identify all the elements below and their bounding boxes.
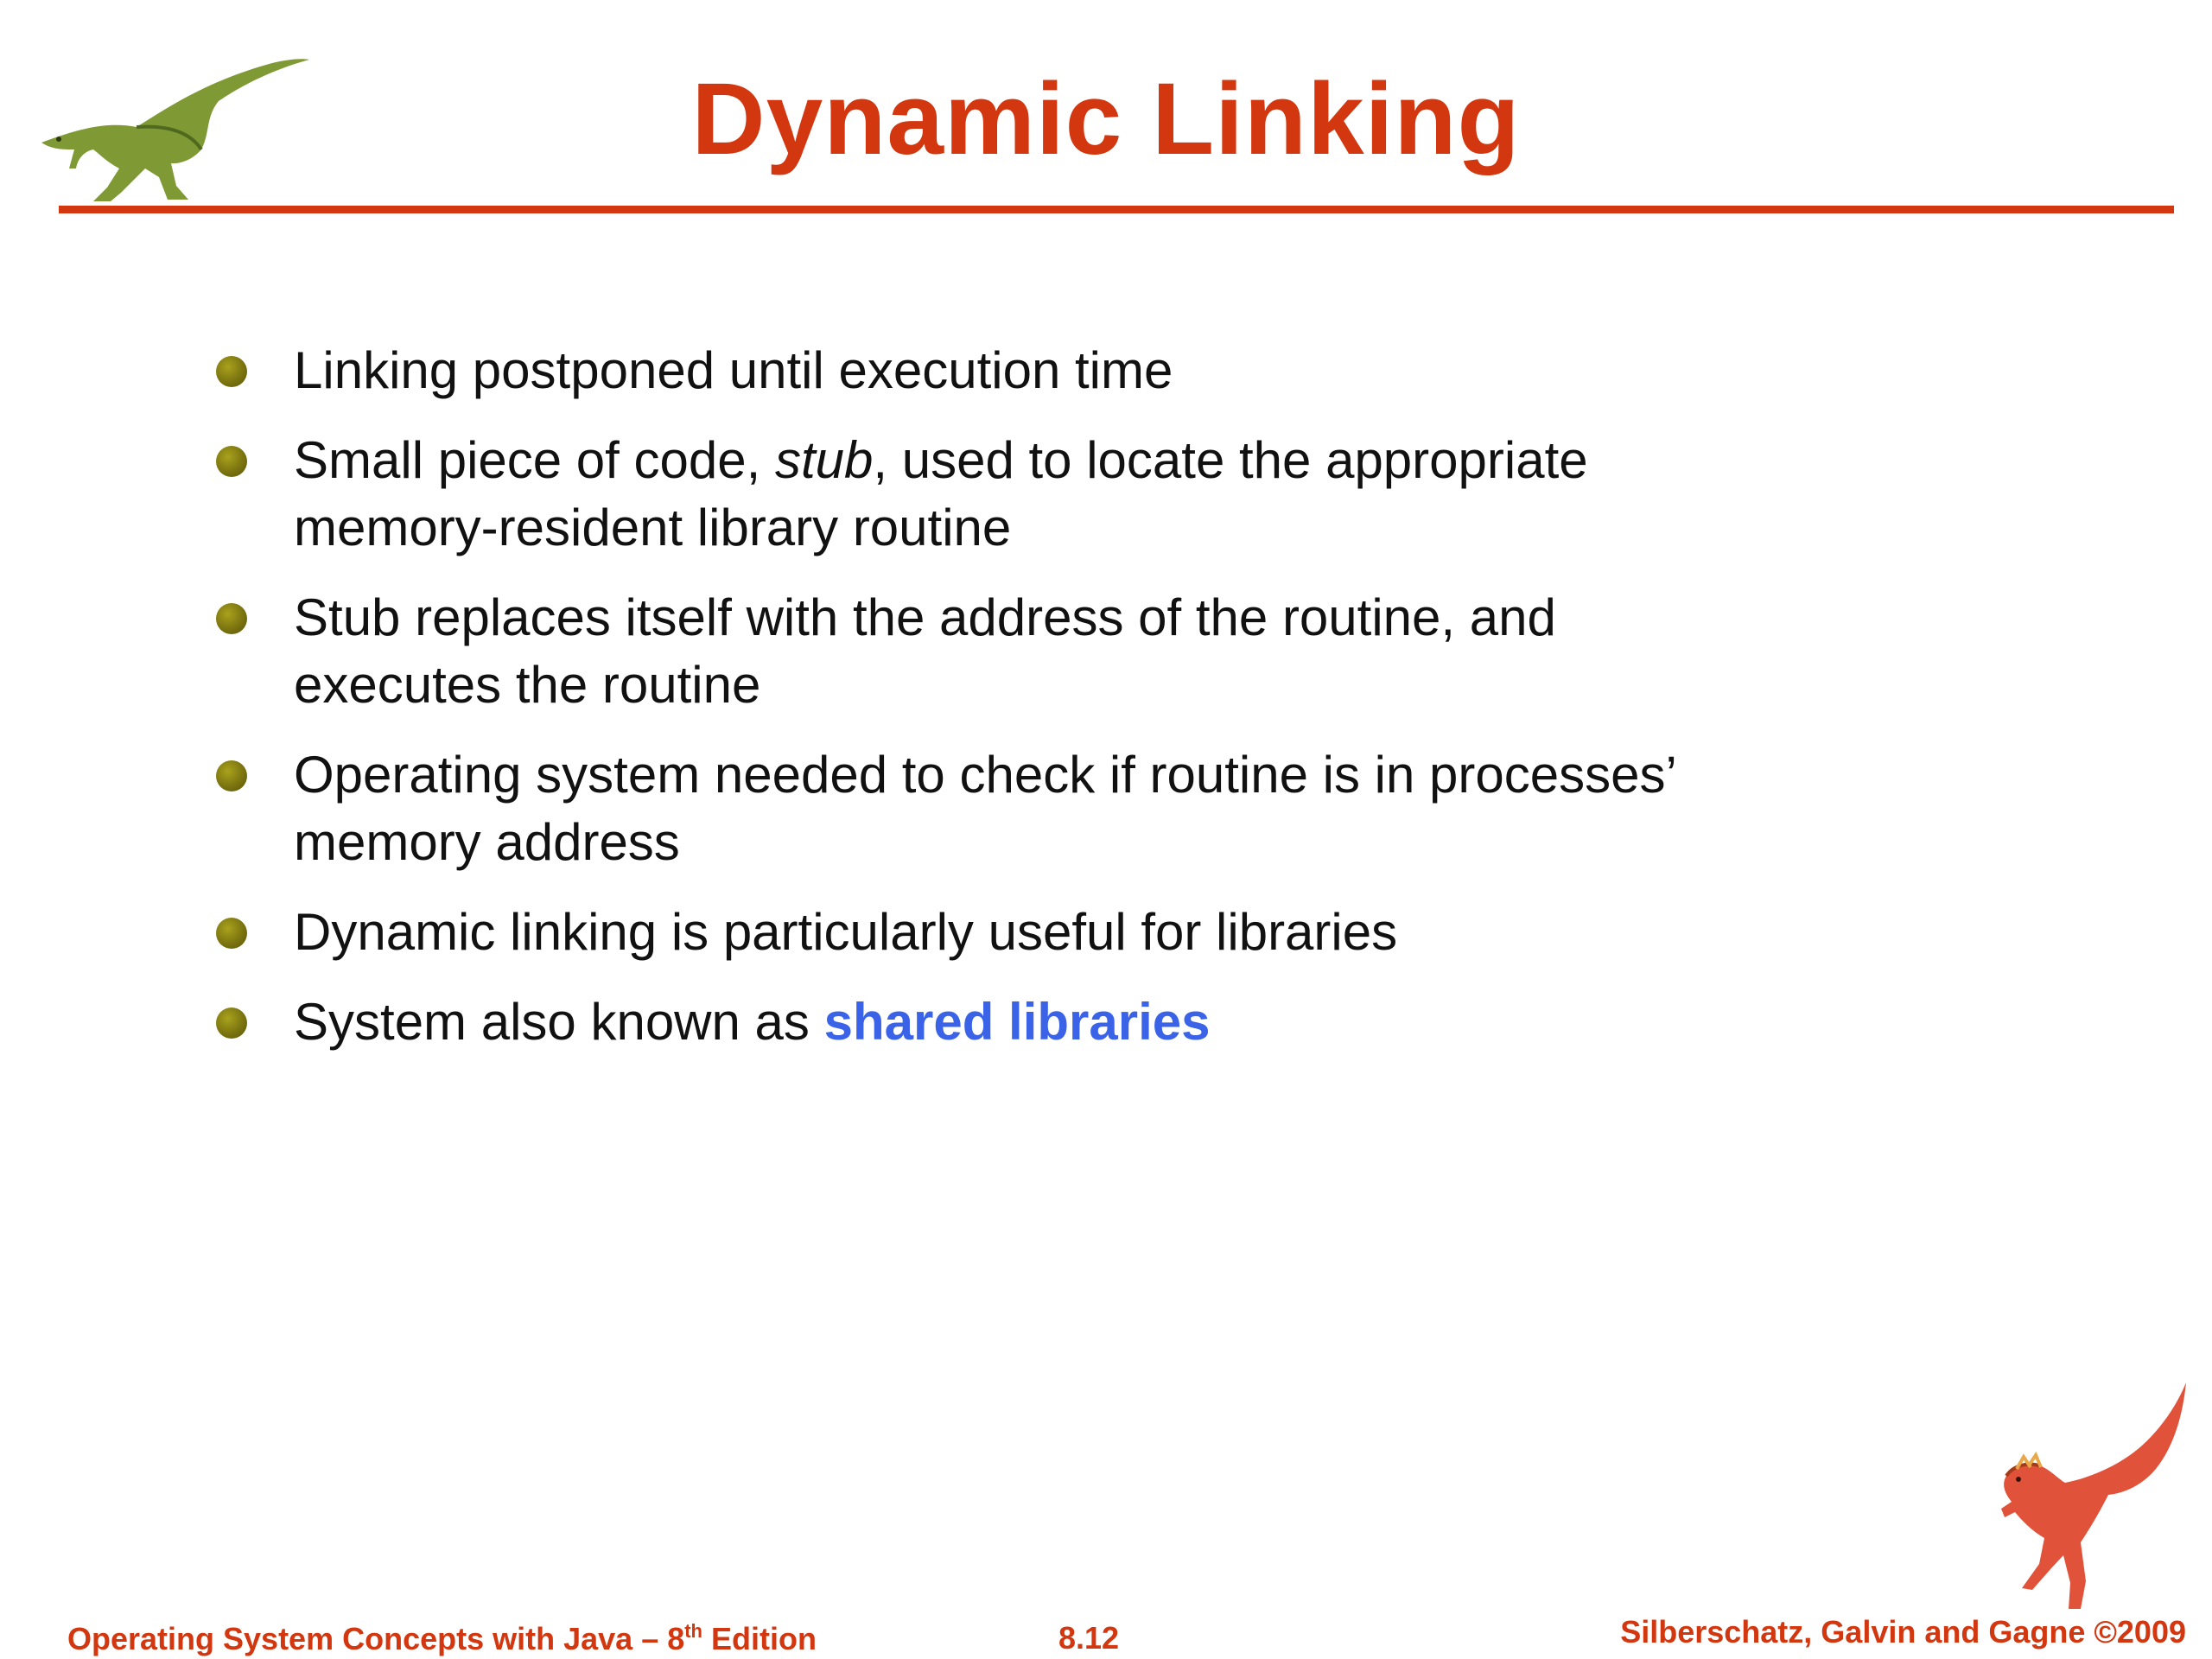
- bullet-text: Linking postponed until execution time: [294, 341, 1173, 399]
- bullet-item: [216, 741, 2031, 876]
- bullet-text-continued: memory-resident library routine: [294, 499, 1012, 556]
- bullet-icon: [216, 446, 247, 477]
- bullet-item: [216, 899, 2031, 966]
- stub-term: stub: [774, 431, 874, 489]
- bullet-text-continued: memory address: [294, 813, 680, 871]
- footer-authors: Silberschatz, Galvin and Gagne ©2009: [1620, 1614, 2186, 1649]
- red-dinosaur-icon: [1979, 1382, 2190, 1616]
- footer-book-text: Operating System Concepts with Java – 8: [67, 1621, 685, 1656]
- bullet-list: [216, 337, 2031, 1078]
- bullet-item: [216, 584, 2031, 719]
- bullet-text-continued: executes the routine: [294, 656, 761, 714]
- footer-page-number: 8.12: [1058, 1620, 1120, 1656]
- bullet-icon: [216, 603, 247, 634]
- bullet-text: System also known as: [294, 993, 824, 1051]
- bullet-text: Small piece of code,: [294, 431, 775, 489]
- bullet-icon: [216, 356, 247, 387]
- bullet-text: Stub replaces itself with the address of the routine, and: [294, 588, 1556, 646]
- bullet-item: [216, 337, 2031, 404]
- shared-libraries-highlight: shared libraries: [823, 993, 1211, 1051]
- bullet-item: [216, 988, 2031, 1056]
- footer-book-sup: th: [684, 1620, 702, 1642]
- bullet-text: Dynamic linking is particularly useful for libraries: [294, 903, 1398, 961]
- bullet-icon: [216, 760, 247, 791]
- bullet-text: , used to locate the appropriate: [873, 431, 1588, 489]
- bullet-icon: [216, 1007, 247, 1039]
- slide-title: Dynamic Linking: [691, 62, 1521, 176]
- footer-book-suffix: Edition: [702, 1621, 817, 1656]
- bullet-text: Operating system needed to check if routine is in processes’: [294, 746, 1677, 804]
- footer-book-title: [67, 1620, 817, 1657]
- bullet-item: [216, 427, 2031, 562]
- title-divider: [59, 206, 2174, 213]
- bullet-icon: [216, 918, 247, 949]
